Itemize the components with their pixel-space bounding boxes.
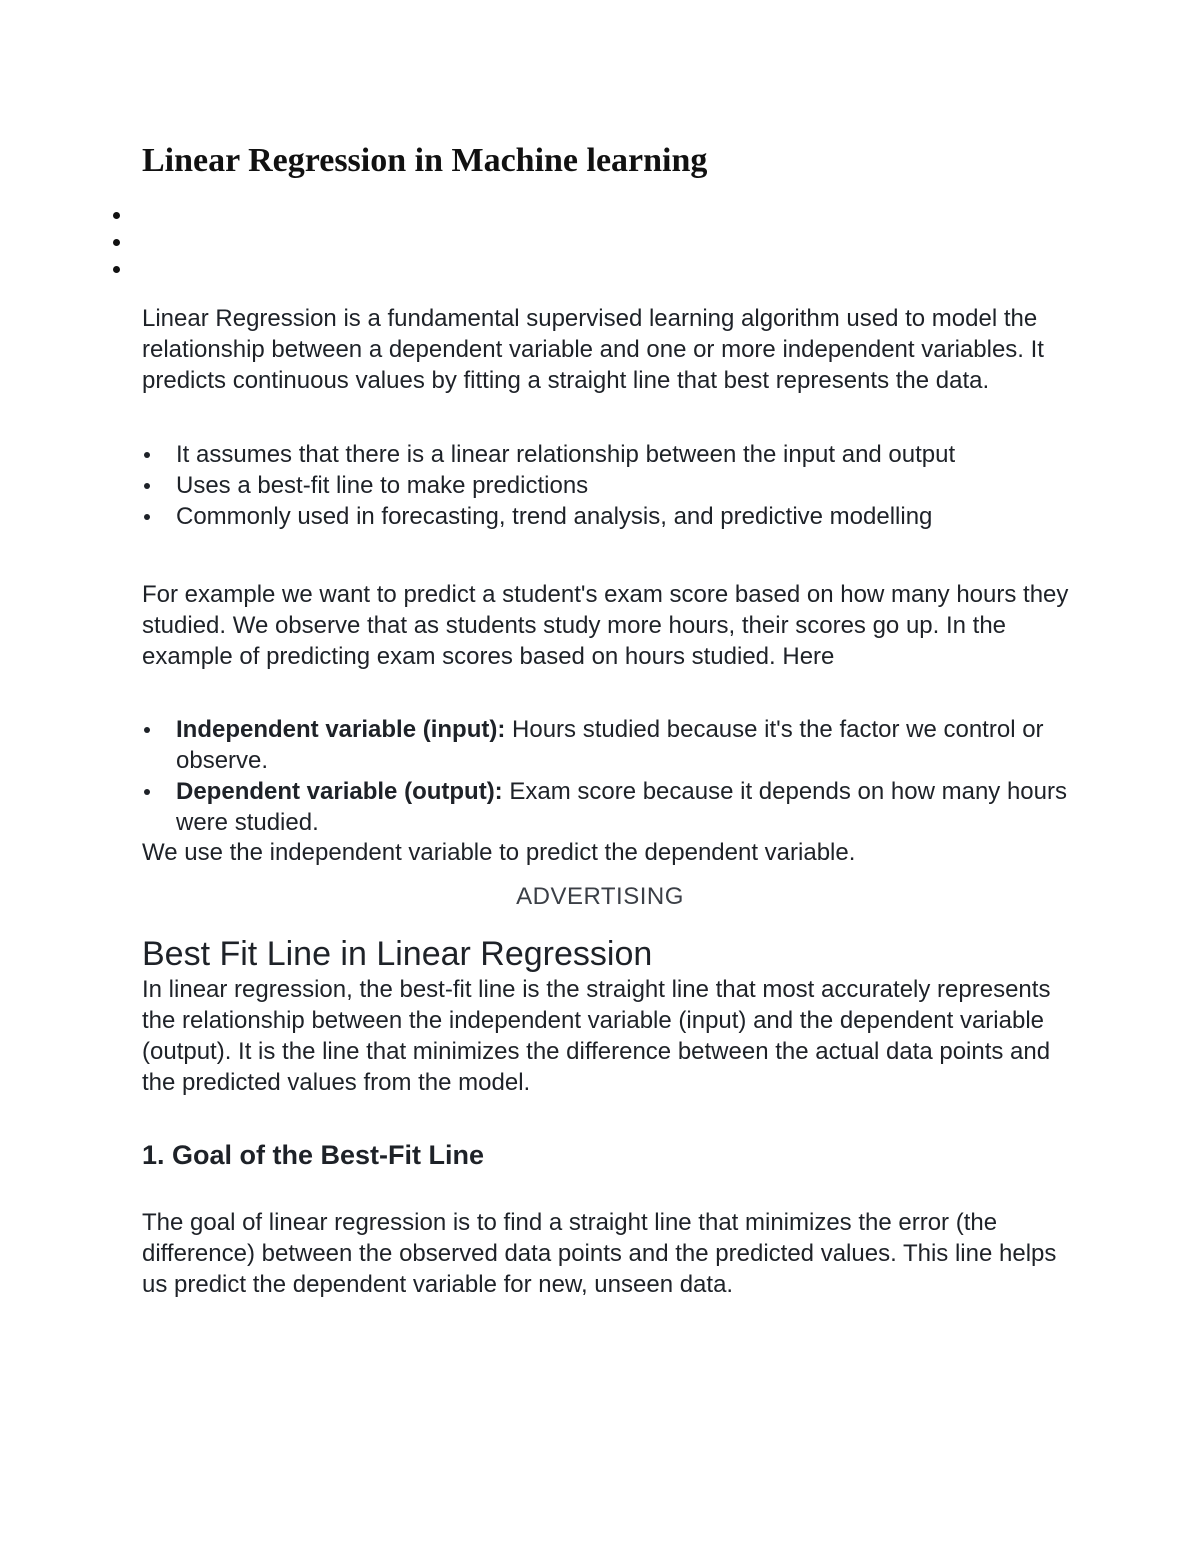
example-paragraph: For example we want to predict a student's exam score based on how many hours they studied. We observe that as students study more hours, their scores go up. In the example of predicting exam scores based on hours studied. Here [142,581,1069,670]
intro-paragraph: Linear Regression is a fundamental supervised learning algorithm used to model the relationship between a dependent variable and one or more independent variables. It predicts continuous values by fitting a straight line that best represents the data. [142,305,1044,394]
goal-heading: 1. Goal of the Best-Fit Line [142,1140,485,1170]
list-item-text: Commonly used in forecasting, trend analysis, and predictive modelling [176,503,933,530]
list-item [142,501,1082,532]
variable-description: Hours studied because it's the factor we control or observe. [176,716,1044,774]
bullet-dot-icon [113,266,120,273]
intro-points-list [142,439,1082,532]
list-item-text: It assumes that there is a linear relationship between the input and output [176,441,956,468]
variables-note: We use the independent variable to predict the dependent variable. [142,839,856,866]
bullet-dot-icon [113,212,120,219]
page-title: Linear Regression in Machine learning [142,142,708,179]
advertising-label: ADVERTISING [516,883,684,910]
list-item [142,714,1082,776]
bullet-dot-icon [144,727,150,733]
bullet-dot-icon [113,239,120,246]
bullet-dot-icon [144,483,150,489]
variable-description: Exam score because it depends on how many hours were studied. [176,778,1067,836]
variable-term: Dependent variable (output): [176,778,503,805]
bullet-dot-icon [144,789,150,795]
list-item-text: Uses a best-fit line to make predictions [176,472,589,499]
list-item [142,439,1082,470]
variables-list [142,714,1082,838]
best-fit-paragraph: In linear regression, the best-fit line is the straight line that most accurately represents the relationship between the independent variable (input) and the dependent variable (output). It is the line that minimizes the difference between the actual data points and the predicted values from the model. [142,976,1051,1096]
list-item [142,776,1082,838]
bullet-dot-icon [144,452,150,458]
list-item [142,470,1082,501]
goal-paragraph: The goal of linear regression is to find a straight line that minimizes the error (the difference) between the observed data points and the predicted values. This line helps us predict the dependent variable for new, unseen data. [142,1209,1057,1298]
variable-term: Independent variable (input): [176,716,506,743]
bullet-dot-icon [144,514,150,520]
best-fit-heading: Best Fit Line in Linear Regression [142,935,653,973]
